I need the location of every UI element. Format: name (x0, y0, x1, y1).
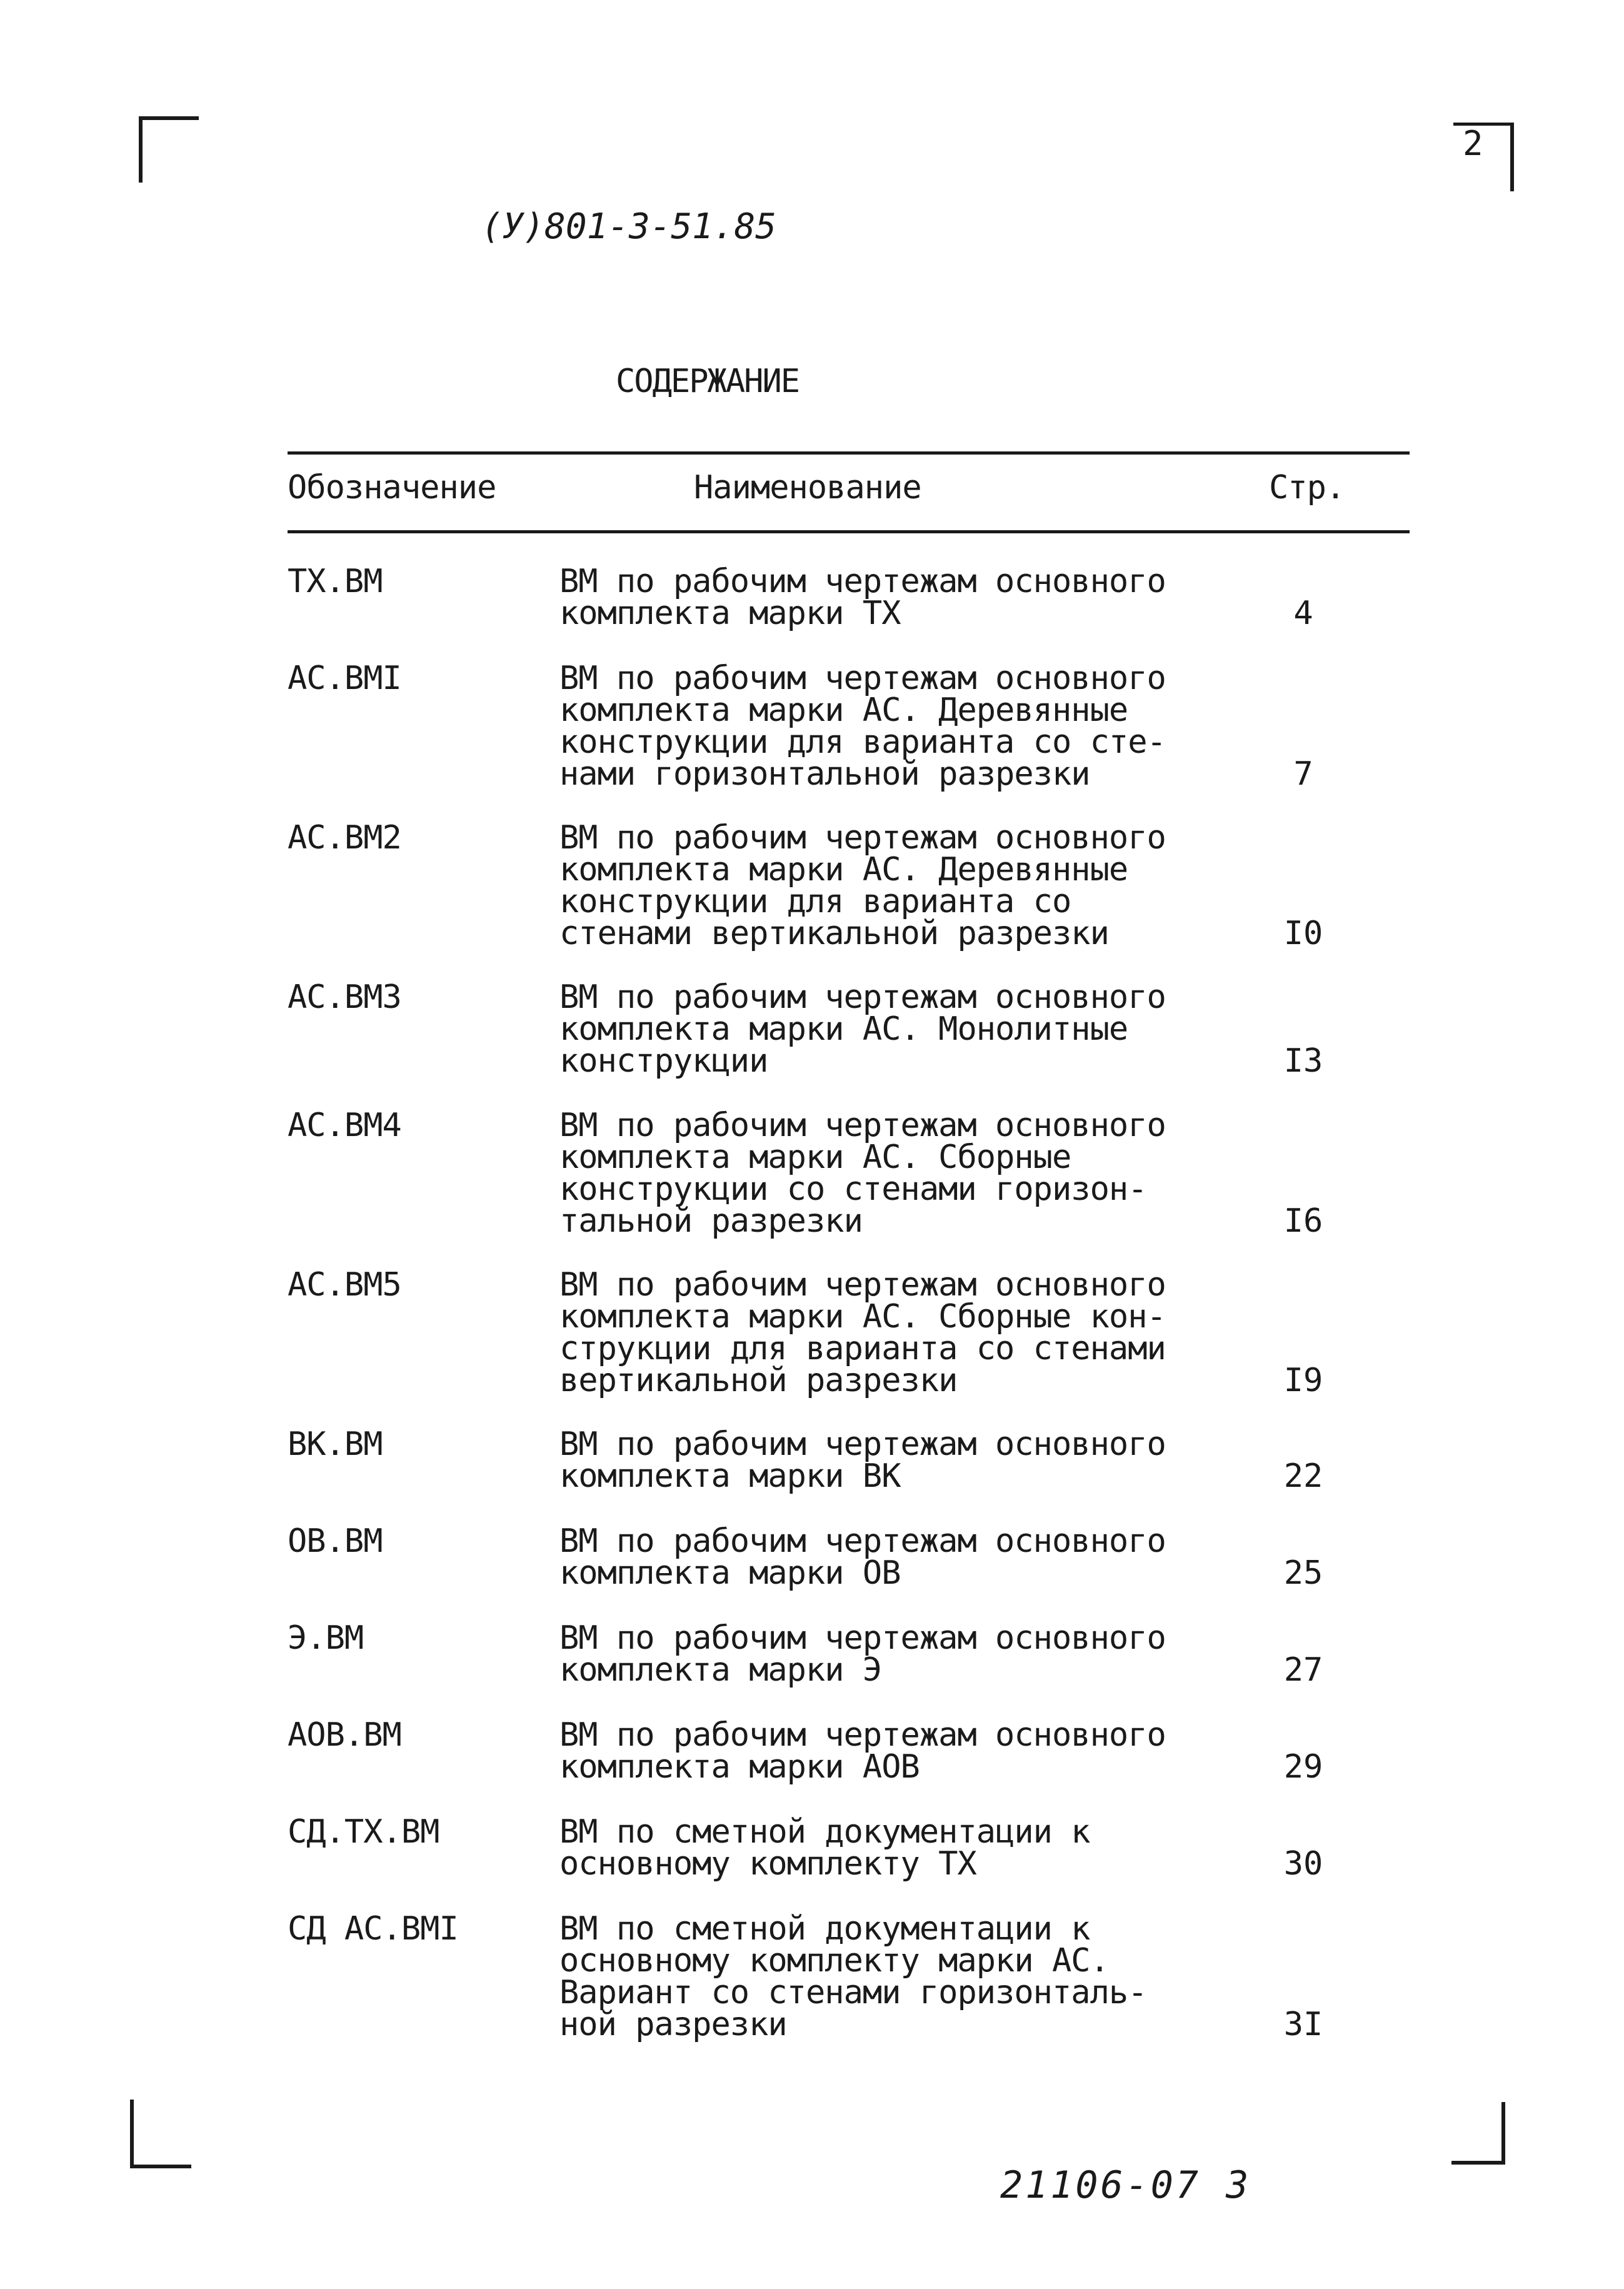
column-header-page: Стр. (1269, 469, 1345, 506)
footer-stamp: 21106-07 3 (1000, 2163, 1251, 2207)
row-name (559, 1426, 1260, 1495)
row-name-line: ВМ по рабочим чертежам основного (559, 660, 1166, 697)
document-code: (У)801-3-51.85 (481, 206, 777, 247)
row-name-line: основному комплекту марки АС. (559, 1942, 1109, 1980)
row-name-line: стенами вертикальной разрезки (559, 915, 1109, 952)
row-name (559, 819, 1260, 952)
row-designation: АОВ.ВМ (288, 1716, 401, 1754)
row-name-line: комплекта марки АС. Сборные (559, 1139, 1071, 1176)
row-name-line: комплекта марки АС. Деревянные (559, 851, 1128, 888)
row-page: 25 (1283, 1554, 1323, 1592)
row-name-line: ВМ по рабочим чертежам основного (559, 978, 1166, 1016)
row-name (559, 1716, 1260, 1786)
row-page: I0 (1283, 915, 1323, 952)
row-designation: АС.ВМI (288, 660, 401, 697)
row-name-line: ВМ по рабочим чертежам основного (559, 1426, 1166, 1463)
row-name-line: ной разрезки (559, 2006, 787, 2043)
row-designation: СД.ТХ.ВМ (288, 1813, 439, 1851)
row-name (559, 1813, 1260, 1883)
column-header-designation: Обозначение (288, 469, 496, 506)
row-page: 29 (1283, 1748, 1323, 1786)
row-name-line: ВМ по рабочим чертежам основного (559, 1266, 1166, 1304)
row-page: 3I (1283, 2006, 1323, 2043)
row-designation: Э.ВМ (288, 1619, 364, 1657)
row-page: 4 (1293, 595, 1313, 632)
row-name (559, 1522, 1260, 1592)
row-page: I6 (1283, 1202, 1323, 1240)
row-name-line: ВМ по сметной документации к (559, 1910, 1090, 1948)
row-name-line: ВМ по рабочим чертежам основного (559, 819, 1166, 857)
row-page: 27 (1283, 1651, 1323, 1689)
row-name-line: конструкции (559, 1042, 768, 1080)
row-name-line: комплекта марки АС. Монолитные (559, 1010, 1128, 1048)
row-name-line: нами горизонтальной разрезки (559, 755, 1090, 793)
column-header-name: Наименование (694, 469, 921, 506)
row-page: I3 (1283, 1042, 1323, 1080)
row-name (559, 1910, 1260, 2043)
row-name-line: конструкции для варианта со (559, 883, 1071, 920)
row-name-line: основному комплекту ТХ (559, 1845, 976, 1883)
table-header-rule (288, 530, 1410, 533)
page-title: СОДЕРЖАНИЕ (616, 363, 799, 400)
row-name (559, 978, 1260, 1080)
row-designation: ОВ.ВМ (288, 1522, 383, 1560)
row-name-line: комплекта марки АС. Сборные кон- (559, 1298, 1166, 1336)
row-name (559, 1107, 1260, 1240)
row-page: 7 (1293, 755, 1313, 793)
row-name (559, 1266, 1260, 1399)
row-name-line: ВМ по рабочим чертежам основного (559, 1522, 1166, 1560)
row-name-line: тальной разрезки (559, 1202, 863, 1240)
row-name-line: ВМ по сметной документации к (559, 1813, 1090, 1851)
row-name-line: конструкции со стенами горизон- (559, 1170, 1147, 1208)
row-designation: АС.ВМ2 (288, 819, 401, 857)
row-name-line: струкции для варианта со стенами (559, 1330, 1166, 1367)
row-name-line: комплекта марки ВК (559, 1457, 901, 1495)
row-page: 22 (1283, 1457, 1323, 1495)
row-name-line: ВМ по рабочим чертежам основного (559, 563, 1166, 600)
row-designation: АС.ВМ3 (288, 978, 401, 1016)
row-designation: АС.ВМ5 (288, 1266, 401, 1304)
page-number: 2 (1463, 124, 1483, 163)
row-name-line: комплекта марки ОВ (559, 1554, 901, 1592)
row-designation: СД АС.ВМI (288, 1910, 458, 1948)
row-name-line: комплекта марки АОВ (559, 1748, 920, 1786)
row-name (559, 660, 1260, 793)
row-designation: АС.ВМ4 (288, 1107, 401, 1144)
row-name-line: Вариант со стенами горизонталь- (559, 1974, 1147, 2011)
table-top-rule (288, 451, 1410, 455)
row-name-line: ВМ по рабочим чертежам основного (559, 1619, 1166, 1657)
row-page: 30 (1283, 1845, 1323, 1883)
row-page: I9 (1283, 1362, 1323, 1399)
row-designation: ВК.ВМ (288, 1426, 383, 1463)
row-name-line: ВМ по рабочим чертежам основного (559, 1716, 1166, 1754)
row-name-line: ВМ по рабочим чертежам основного (559, 1107, 1166, 1144)
row-name-line: комплекта марки ТХ (559, 595, 901, 632)
row-name-line: конструкции для варианта со сте- (559, 723, 1166, 761)
row-name (559, 563, 1260, 632)
row-name-line: комплекта марки АС. Деревянные (559, 692, 1128, 729)
row-name-line: комплекта марки Э (559, 1651, 882, 1689)
row-name-line: вертикальной разрезки (559, 1362, 958, 1399)
row-name (559, 1619, 1260, 1689)
row-designation: ТХ.ВМ (288, 563, 383, 600)
